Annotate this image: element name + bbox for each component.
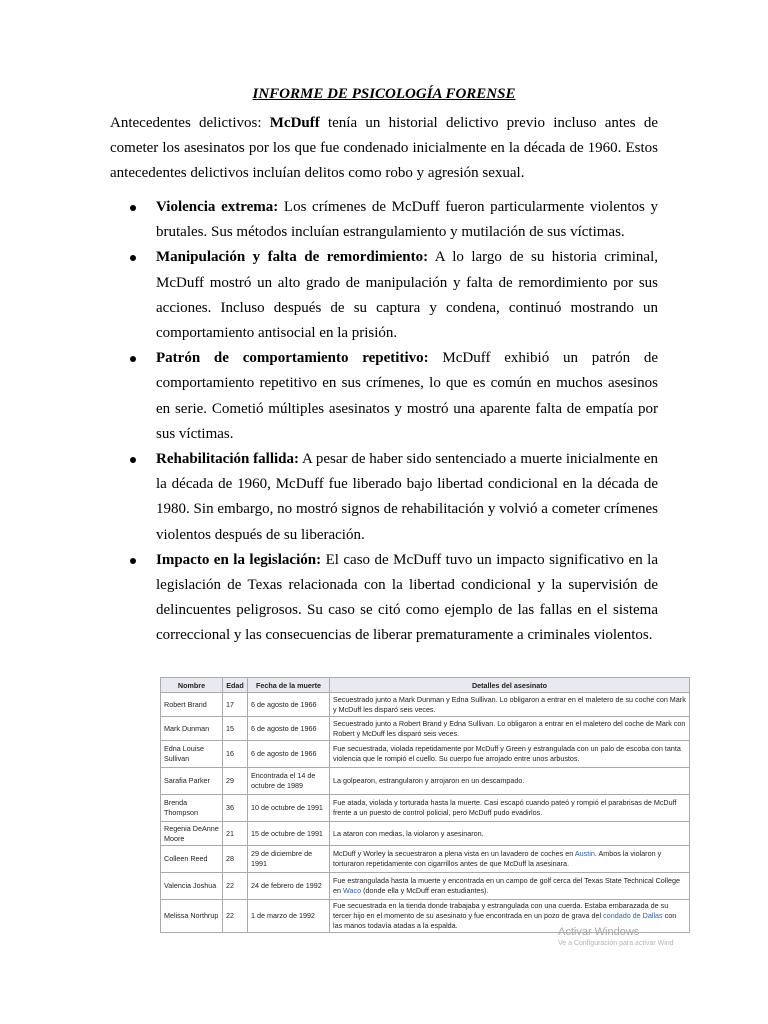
table-cell: 29 de diciembre de 1991 [248,846,330,873]
table-cell: 6 de agosto de 1966 [248,693,330,717]
table-cell: Edna Louise Sullivan [161,741,223,768]
bullet-dot-icon [130,558,136,564]
bullet-text: McDuff exhibió un patrón de comportamiento repetitivo en sus crímenes, lo que es común en muchos asesinos en serie. Cometió múltiples asesinatos y mostró una aparente falta de empatía por sus víctimas. [156,350,658,442]
table-cell: Secuestrado junto a Mark Dunman y Edna Sullivan. Lo obligaron a entrar en el maletero de su coche con Mark y McDuff les disparó seis veces. [330,693,690,717]
table-row [161,873,690,900]
table-cell: 15 [223,717,248,741]
table-cell: La golpearon, estrangularon y arrojaron en un descampado. [330,768,690,795]
place-link[interactable]: condado de Dallas [603,911,663,920]
bullet-item [110,245,658,346]
bullet-dot-icon [130,457,136,463]
intro-text: tenía un historial delictivo previo incluso antes de cometer los asesinatos por los que fue condenado inicialmente en la década de 1960. Estos antecedentes delictivos incluían delitos como robo y agresión sexual. [110,115,658,182]
table-row [161,822,690,846]
table-cell: 22 [223,873,248,900]
table-cell: Brenda Thompson [161,795,223,822]
intro-paragraph [110,111,658,187]
murders-table-image [160,677,690,945]
table-cell: 1 de marzo de 1992 [248,900,330,933]
table-cell: 22 [223,900,248,933]
table-cell: Sarafia Parker [161,768,223,795]
activate-windows-watermark [558,926,674,950]
watermark-title: Activar Windows [558,926,640,938]
table-cell: Secuestrado junto a Robert Brand y Edna Sullivan. Lo obligaron a entrar en el maletero del coche de Mark con Robert y McDuff les disparó seis veces. [330,717,690,741]
document-title: INFORME DE PSICOLOGÍA FORENSE [252,86,516,102]
bullet-item [110,346,658,447]
table-row [161,741,690,768]
murders-table [160,677,690,933]
table-cell: Melissa Northrup [161,900,223,933]
bullet-dot-icon [130,205,136,211]
table-cell: Mark Dunman [161,717,223,741]
bullet-item [110,447,658,548]
table-cell: 29 [223,768,248,795]
table-row [161,846,690,873]
table-cell: La ataron con medias, la violaron y asesinaron. [330,822,690,846]
place-link[interactable]: Austin [574,849,595,858]
bullet-heading: Manipulación y falta de remordimiento: [156,249,429,266]
table-cell: Robert Brand [161,693,223,717]
bullet-heading: Patrón de comportamiento repetitivo: [156,350,429,367]
table-cell: 15 de octubre de 1991 [248,822,330,846]
table-cell: Fue atada, violada y torturada hasta la muerte. Casi escapó cuando pateó y rompió el parabrisas de McDuff frente a un puesto de control policial, pero McDuff pudo evadirlos. [330,795,690,822]
bullet-dot-icon [130,356,136,362]
bullet-item [110,548,658,649]
bullet-text: A lo largo de su historia criminal, McDuff mostró un alto grado de manipulación y falta de remordimiento por sus acciones. Incluso después de su captura y condena, continuó mostrando un comportamiento antisocial en la prisión. [156,249,658,342]
column-header: Fecha de la muerte [248,678,330,693]
table-header-row [161,678,690,693]
bullet-text: A pesar de haber sido sentenciado a muerte inicialmente en la década de 1960, McDuff fue liberado bajo libertad condicional en la década de 1980. Sin embargo, no mostró signos de rehabilitación y volvió a cometer crímenes violentos después de su liberación. [156,451,658,543]
table-cell: Fue secuestrada, violada repetidamente por McDuff y Green y estrangulada con un palo de escoba con tanta violencia que le rompió el cuello. Su cuerpo fue arrojado entre unos arbustos. [330,741,690,768]
bullet-item [110,195,658,245]
column-header: Detalles del asesinato [330,678,690,693]
column-header: Nombre [161,678,223,693]
bullet-heading: Violencia extrema: [156,199,279,215]
table-cell: 17 [223,693,248,717]
bullet-text: El caso de McDuff tuvo un impacto significativo en la legislación de Texas relacionada con la libertad condicional y la supervisión de delincuentes peligrosos. Su caso se citó como ejemplo de las fallas en el sistema correccional y las consecuencias de liberar prematuramente a criminales violentos. [156,551,658,644]
table-row [161,795,690,822]
column-header: Edad [223,678,248,693]
table-cell: Fue secuestrada en la tienda donde trabajaba y estrangulada con una cuerda. Estaba embarazada de su tercer hijo en el momento de su asesinato y fue encontrada en un pozo de grava del condado de Dallas con las manos todavía atadas a la espalda. [330,900,690,933]
table-row [161,717,690,741]
table-cell: Colleen Reed [161,846,223,873]
table-cell: 10 de octubre de 1991 [248,795,330,822]
table-cell: 16 [223,741,248,768]
bullet-heading: Impacto en la legislación: [156,551,322,568]
bullet-heading: Rehabilitación fallida: [156,451,300,468]
place-link[interactable]: Waco [343,886,362,895]
table-cell: Encontrada el 14 de octubre de 1989 [248,768,330,795]
table-cell: 28 [223,846,248,873]
table-row [161,768,690,795]
table-cell: 6 de agosto de 1966 [248,717,330,741]
table-cell: 36 [223,795,248,822]
table-cell: 6 de agosto de 1966 [248,741,330,768]
intro-name: McDuff [269,115,320,131]
table-row [161,693,690,717]
table-cell: Fue estrangulada hasta la muerte y encontrada en un campo de golf cerca del Texas State Technical College en Waco (donde ella y McDuff eran estudiantes). [330,873,690,900]
table-cell: 21 [223,822,248,846]
table-cell: McDuff y Worley la secuestraron a plena vista en un lavadero de coches en Austin. Ambos la violaron y torturaron repetidamente con cigarrillos antes de que McDuff la asesinara. [330,846,690,873]
table-cell: Valencia Joshua [161,873,223,900]
table-cell: Regenia DeAnne Moore [161,822,223,846]
bullet-list [110,195,658,649]
bullet-text: Los crímenes de McDuff fueron particularmente violentos y brutales. Sus métodos incluían estrangulamiento y mutilación de sus víctimas. [156,199,658,241]
intro-label: Antecedentes delictivos: [110,115,270,131]
table-cell: 24 de febrero de 1992 [248,873,330,900]
watermark-subtitle: Ve a Configuración para activar Wind [558,940,674,947]
bullet-dot-icon [130,255,136,261]
